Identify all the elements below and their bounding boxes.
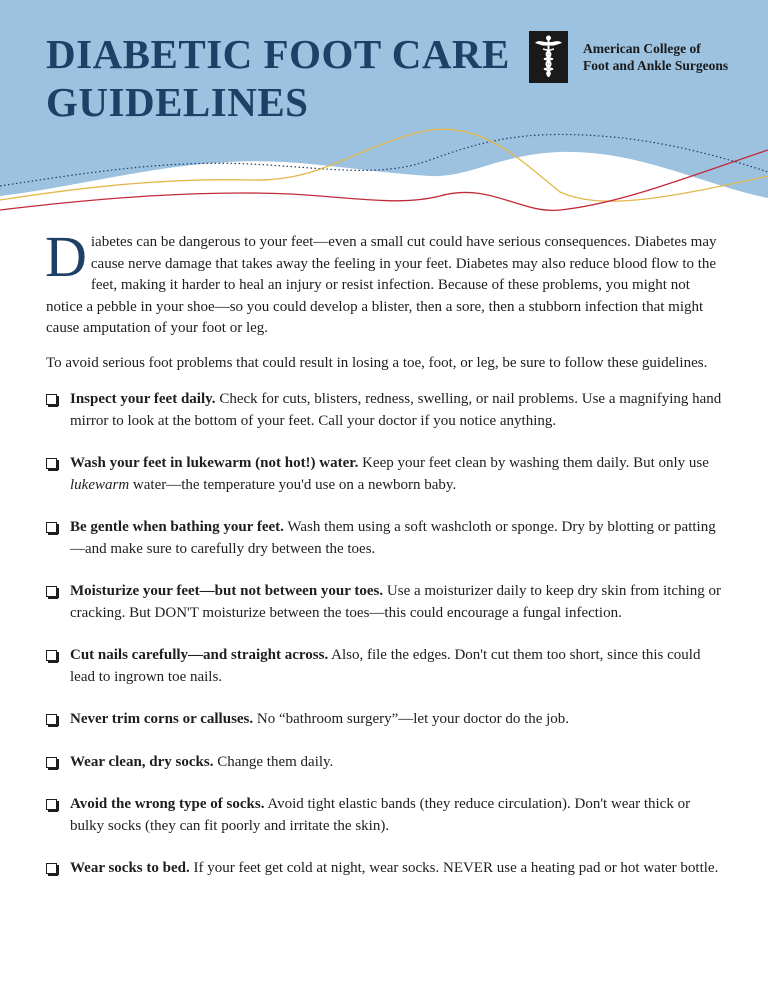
intro-paragraph: Diabetes can be dangerous to your feet—even a small cut could have serious consequences. Diabetes may cause nerve damage that takes away the feeling in your feet. Diabetes may also reduce blood flow to the feet, making it harder to heal an injury or resist infection. Because of these problems, you might not notice a pebble in your shoe—so you could develop a blister, then a sore, then a stubborn infection that might cause amputation of your foot or leg. <box>45 224 717 336</box>
list-item: Avoid the wrong type of socks. Avoid tight elastic bands (they reduce circulation). Don't wear thick or bulky socks (they can fit poorly and irritate the skin). <box>46 794 722 837</box>
checkbox-icon <box>46 799 57 810</box>
checkbox-icon <box>46 863 57 874</box>
checkbox-icon <box>46 458 57 469</box>
list-item: Wear clean, dry socks. Change them daily. <box>46 752 722 774</box>
list-item: Be gentle when bathing your feet. Wash them using a soft washcloth or sponge. Dry by blotting or patting—and make sure to carefully dry between the toes. <box>46 517 722 560</box>
checkbox-icon <box>46 522 57 533</box>
checkbox-icon <box>46 714 57 725</box>
acfas-logo <box>529 31 568 83</box>
list-item: Never trim corns or calluses. No “bathroom surgery”—let your doctor do the job. <box>46 709 722 731</box>
drop-cap: D <box>45 224 87 289</box>
checkbox-icon <box>46 586 57 597</box>
guidelines-list <box>46 389 722 880</box>
caduceus-icon <box>529 31 568 83</box>
list-item: Cut nails carefully—and straight across. Also, file the edges. Don't cut them too short, since this could lead to ingrown toe nails. <box>46 645 722 688</box>
checkbox-icon <box>46 757 57 768</box>
header-banner <box>0 0 768 230</box>
list-item: Moisturize your feet—but not between your toes. Use a moisturizer daily to keep dry skin from itching or cracking. But DON'T moisturize between the toes—this could encourage a fungal infection. <box>46 581 722 624</box>
follow-paragraph: To avoid serious foot problems that could result in losing a toe, foot, or leg, be sure to follow these guidelines. <box>46 354 708 371</box>
checkbox-icon <box>46 650 57 661</box>
checkbox-icon <box>46 394 57 405</box>
list-item: Wear socks to bed. If your feet get cold at night, wear socks. NEVER use a heating pad or hot water bottle. <box>46 858 722 880</box>
document-body <box>45 224 722 901</box>
list-item: Wash your feet in lukewarm (not hot!) water. Keep your feet clean by washing them daily. But only use lukewarm water—the temperature you'd use on a newborn baby. <box>46 453 722 496</box>
page-title: DIABETIC FOOT CARE GUIDELINES <box>46 31 510 125</box>
organization-name: American College of Foot and Ankle Surgeons <box>583 41 729 73</box>
list-item: Inspect your feet daily. Check for cuts, blisters, redness, swelling, or nail problems. Use a magnifying hand mirror to look at the bottom of your feet. Call your doctor if you notice anything. <box>46 389 722 432</box>
